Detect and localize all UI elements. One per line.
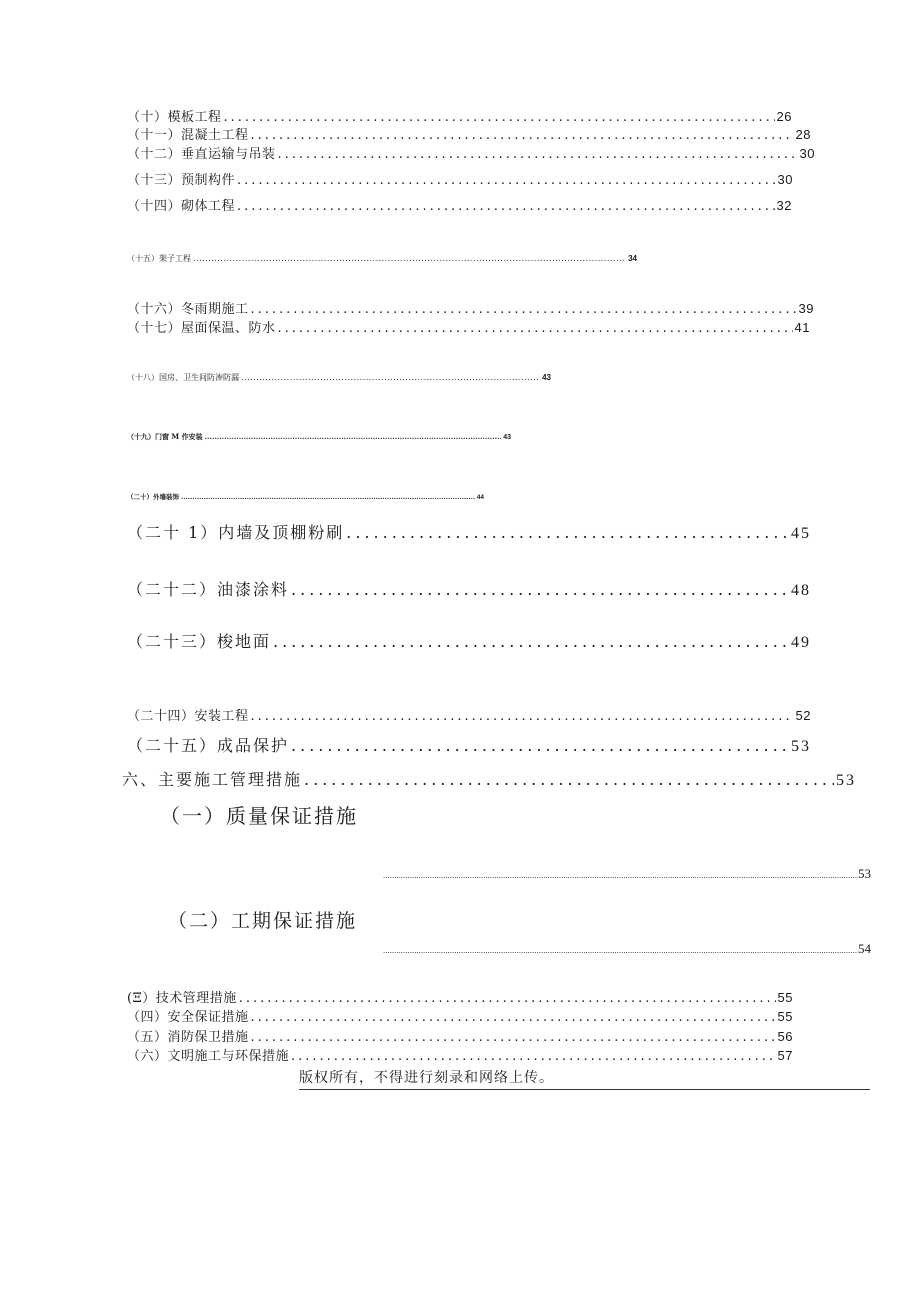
toc-page-number: 53 xyxy=(791,738,811,755)
toc-entry[interactable] xyxy=(127,492,484,501)
leader-dots xyxy=(278,321,793,336)
toc-entry[interactable] xyxy=(127,705,811,724)
toc-entry[interactable] xyxy=(127,195,792,214)
toc-page-number: 57 xyxy=(777,1048,793,1063)
toc-page-number: 52 xyxy=(795,708,811,723)
toc-label: （十七）屋面保温、防水 xyxy=(127,321,276,336)
toc-page-number: 41 xyxy=(794,320,810,335)
toc-heading[interactable]: （一）质量保证措施 xyxy=(160,804,358,828)
leader-dots xyxy=(383,947,858,955)
leader-dots xyxy=(181,493,475,501)
leader-dots xyxy=(291,1049,776,1064)
toc-label: （十六）冬雨期施工 xyxy=(127,302,249,317)
toc-label: （十三）预制构件 xyxy=(127,173,236,188)
toc-label: （二十二）油漆涂料 xyxy=(127,580,290,599)
toc-label: （二十 1）内墙及顶棚粉刷 xyxy=(127,523,345,542)
toc-page-number: 56 xyxy=(777,1029,793,1044)
leader-dots xyxy=(304,770,834,789)
toc-dotline[interactable] xyxy=(383,941,871,957)
leader-dots xyxy=(193,254,626,263)
toc-label: （二十四）安装工程 xyxy=(127,709,249,724)
toc-entry[interactable] xyxy=(127,124,811,143)
leader-dots xyxy=(251,709,794,724)
toc-label: （四）安全保证措施 xyxy=(127,1010,249,1025)
toc-entry[interactable] xyxy=(127,520,811,543)
toc-page-number: 53 xyxy=(836,772,856,789)
leader-dots xyxy=(273,632,789,651)
toc-entry[interactable] xyxy=(127,169,793,188)
leader-dots xyxy=(237,199,775,214)
toc-entry[interactable] xyxy=(127,143,815,162)
toc-page-number: 30 xyxy=(799,146,815,161)
toc-label: 六、主要施工管理措施 xyxy=(122,770,303,789)
toc-page-number: 39 xyxy=(798,301,814,316)
toc-page-number: 54 xyxy=(858,941,871,956)
toc-entry[interactable] xyxy=(127,317,810,336)
leader-dots xyxy=(241,373,540,382)
toc-entry-section[interactable] xyxy=(122,767,856,790)
toc-page-number: 45 xyxy=(791,525,811,542)
toc-page-number: 44 xyxy=(476,494,484,501)
toc-label: （六）文明施工与环保措施 xyxy=(127,1049,290,1064)
toc-page-number: 43 xyxy=(542,373,551,382)
toc-label: （十九）门窗 M 作安装 xyxy=(127,432,203,441)
toc-page-number: 34 xyxy=(628,254,637,263)
toc-entry[interactable] xyxy=(127,372,551,383)
toc-label: （十四）砌体工程 xyxy=(127,199,236,214)
toc-entry[interactable] xyxy=(127,629,811,652)
toc-label: （二十）外墙装饰 xyxy=(127,493,179,501)
toc-entry[interactable] xyxy=(127,1006,793,1025)
toc-page-number: 30 xyxy=(777,172,793,187)
toc-label: (Ξ）技术管理措施 xyxy=(127,991,237,1006)
toc-page-number: 55 xyxy=(777,1009,793,1024)
toc-label: （十五）架子工程 xyxy=(127,254,191,263)
toc-entry[interactable] xyxy=(127,298,814,317)
toc-entry[interactable] xyxy=(127,577,811,600)
leader-dots xyxy=(291,580,789,599)
toc-page-number: 28 xyxy=(795,127,811,142)
toc-heading[interactable]: （二）工期保证措施 xyxy=(168,910,358,932)
toc-entry[interactable] xyxy=(127,733,811,756)
leader-dots xyxy=(251,128,794,143)
toc-page-number: 48 xyxy=(791,582,811,599)
toc-dotline[interactable] xyxy=(383,866,871,882)
toc-entry[interactable] xyxy=(127,253,637,264)
toc-label: （五）消防保卫措施 xyxy=(127,1030,249,1045)
toc-label: （十一）混凝土工程 xyxy=(127,128,249,143)
toc-entry[interactable] xyxy=(127,987,793,1006)
toc-page-number: 32 xyxy=(776,198,792,213)
leader-dots xyxy=(251,302,797,317)
toc-page-number: 53 xyxy=(858,866,871,881)
toc-label: （二十三）梭地面 xyxy=(127,632,272,651)
toc-label: （二十五）成品保护 xyxy=(127,736,290,755)
toc-page-number: 43 xyxy=(503,434,511,441)
toc-entry[interactable] xyxy=(127,432,511,442)
toc-entry[interactable] xyxy=(127,106,792,125)
leader-dots xyxy=(251,1030,776,1045)
leader-dots xyxy=(291,736,789,755)
copyright-notice: 版权所有，不得进行刻录和网络上传。 xyxy=(299,1067,870,1090)
leader-dots xyxy=(237,173,776,188)
leader-dots xyxy=(205,432,502,441)
toc-page-number: 26 xyxy=(776,109,792,124)
toc-entry[interactable] xyxy=(127,1045,793,1064)
leader-dots xyxy=(278,147,798,162)
toc-page-number: 55 xyxy=(777,990,793,1005)
leader-dots xyxy=(224,110,775,125)
leader-dots xyxy=(383,872,858,880)
toc-page-number: 49 xyxy=(791,634,811,651)
toc-label: （十八）国房、卫生间防渗防漏 xyxy=(127,373,239,382)
leader-dots xyxy=(239,991,776,1006)
toc-entry[interactable] xyxy=(127,1026,793,1045)
toc-label: （十二）垂直运输与吊装 xyxy=(127,147,276,162)
leader-dots xyxy=(251,1010,776,1025)
toc-label: （十）模板工程 xyxy=(127,110,222,125)
leader-dots xyxy=(346,523,789,542)
